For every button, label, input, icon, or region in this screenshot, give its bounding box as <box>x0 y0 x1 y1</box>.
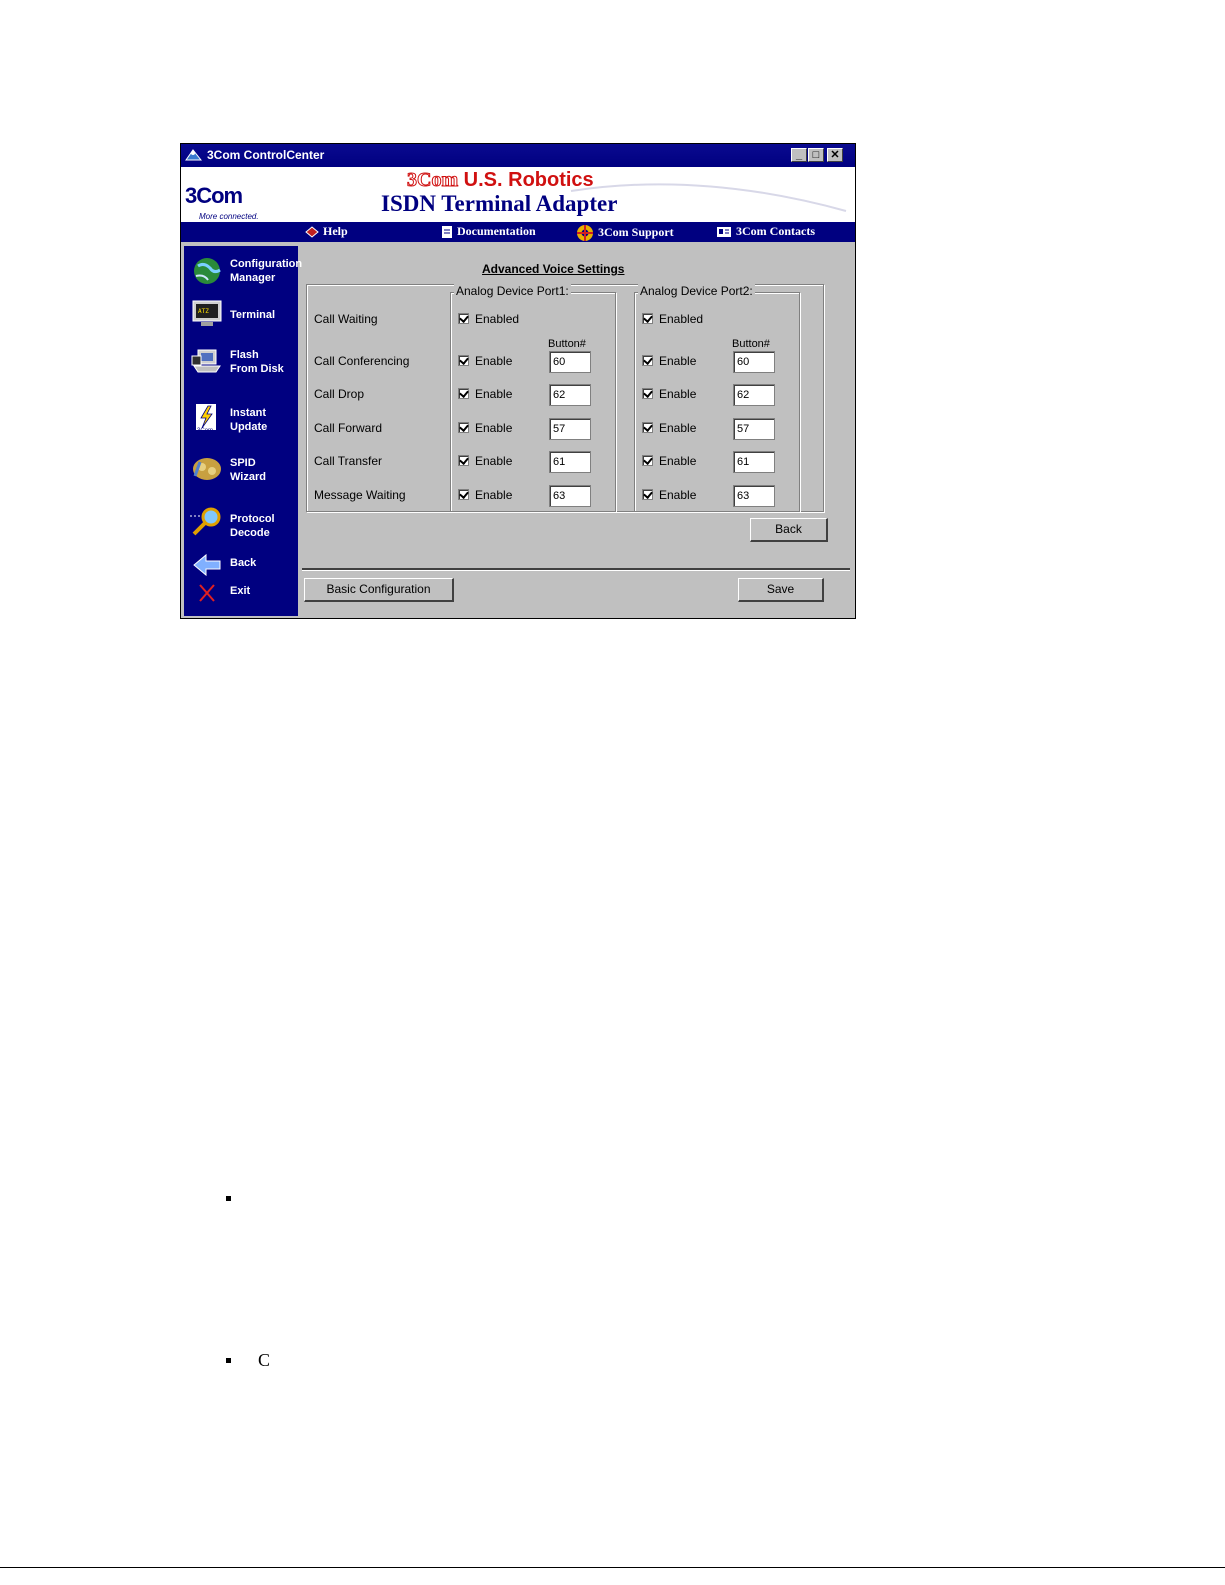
label-line2: Decode <box>230 527 270 539</box>
port2-message-waiting-check-label: Enable <box>659 488 697 502</box>
port2-legend: Analog Device Port2: <box>640 284 753 298</box>
sidebar-item-label <box>230 257 302 285</box>
top-toolbar <box>181 222 855 242</box>
support-link[interactable] <box>576 224 674 242</box>
port2-call-transfer-checkbox[interactable] <box>642 455 653 466</box>
label-line2: Wizard <box>230 471 266 483</box>
port1-call-transfer-check-label: Enable <box>475 454 513 468</box>
logo-word: 3Com <box>185 183 243 208</box>
port2-call-conferencing-check-label: Enable <box>659 354 697 368</box>
sidebar-item-back[interactable] <box>184 548 298 576</box>
port2-call-conferencing-checkbox[interactable] <box>642 355 653 366</box>
label-line2: Update <box>230 421 268 433</box>
sidebar-item-label: Exit <box>230 585 251 597</box>
advanced-voice-settings-panel <box>302 246 850 616</box>
documentation-link[interactable] <box>441 224 536 239</box>
port2-call-waiting-checkbox[interactable] <box>642 313 653 324</box>
lifebuoy-icon <box>576 224 594 242</box>
page-footer-rule <box>0 1567 1225 1568</box>
port2-call-forward-checkbox[interactable] <box>642 422 653 433</box>
sidebar-item-terminal[interactable] <box>184 294 298 338</box>
save-button[interactable]: Save <box>738 578 824 602</box>
port1-call-forward-checkbox[interactable] <box>458 422 469 433</box>
port1-call-transfer-button-input[interactable]: 61 <box>549 451 591 473</box>
port1-message-waiting-button-input[interactable]: 63 <box>549 485 591 507</box>
basic-configuration-button[interactable]: Basic Configuration <box>304 578 454 602</box>
label-line1: Protocol <box>230 513 275 525</box>
port1-call-drop-check-label: Enable <box>475 387 513 401</box>
port1-call-transfer-checkbox[interactable] <box>458 455 469 466</box>
minimize-button[interactable]: _ <box>791 148 807 162</box>
sidebar-item-protocol-decode[interactable] <box>184 502 298 546</box>
sidebar-item-label: Terminal <box>230 309 276 321</box>
brand-prefix: 3Com <box>407 169 459 191</box>
brand-label: U.S. Robotics <box>463 169 594 191</box>
sidebar-item-label <box>230 456 266 484</box>
port1-message-waiting-checkbox[interactable] <box>458 489 469 500</box>
port1-call-conferencing-check-label: Enable <box>475 354 513 368</box>
sidebar-item-label <box>230 406 267 434</box>
port1-call-forward-check-label: Enable <box>475 421 513 435</box>
contacts-link[interactable] <box>716 224 815 239</box>
port2-call-drop-checkbox[interactable] <box>642 388 653 399</box>
sidebar-item-label <box>230 348 284 376</box>
sidebar-item-label <box>230 512 275 540</box>
sidebar-item-instant-update[interactable] <box>184 398 298 442</box>
bullet-text-2: C <box>258 1350 271 1370</box>
port1-call-waiting-checkbox[interactable] <box>458 313 469 324</box>
port2-call-transfer-check-label: Enable <box>659 454 697 468</box>
port1-call-conferencing-checkbox[interactable] <box>458 355 469 366</box>
panel-title: Advanced Voice Settings <box>482 262 625 276</box>
close-button[interactable]: ✕ <box>827 148 843 162</box>
contacts-label: 3Com Contacts <box>736 224 815 238</box>
lightning-icon <box>190 402 224 434</box>
port2-message-waiting-checkbox[interactable] <box>642 489 653 500</box>
svg-text:3Com: 3Com <box>197 428 214 434</box>
document-icon <box>441 225 453 239</box>
row-label-call-forward: Call Forward <box>314 421 383 435</box>
row-label-call-waiting: Call Waiting <box>314 312 378 326</box>
port1-call-drop-button-input[interactable]: 62 <box>549 384 591 406</box>
contact-card-icon <box>716 226 732 238</box>
product-title: ISDN Terminal Adapter <box>381 191 618 216</box>
label-line1: Configuration <box>230 258 303 270</box>
bullet-marker-1 <box>226 1196 231 1201</box>
app-icon <box>185 147 202 162</box>
port1-call-waiting-check-label: Enabled <box>475 312 520 326</box>
port2-call-forward-button-input[interactable]: 57 <box>733 418 775 440</box>
port1-legend: Analog Device Port1: <box>456 284 569 298</box>
label-line1: SPID <box>230 457 256 469</box>
port2-call-drop-check-label: Enable <box>659 387 697 401</box>
bullet-marker-2 <box>226 1358 231 1363</box>
label-line1: Instant <box>230 407 267 419</box>
documentation-label: Documentation <box>457 224 536 238</box>
maximize-button[interactable]: □ <box>808 148 824 162</box>
row-label-call-drop: Call Drop <box>314 387 365 401</box>
port2-call-conferencing-button-input[interactable]: 60 <box>733 351 775 373</box>
row-label-message-waiting: Message Waiting <box>314 488 406 502</box>
back-arrow-icon <box>190 552 224 578</box>
3com-logo <box>185 183 259 221</box>
sidebar-item-configuration-manager[interactable] <box>184 250 303 294</box>
banner <box>181 167 855 222</box>
port2-button-header: Button# <box>732 338 770 350</box>
port2-call-waiting-check-label: Enabled <box>659 312 704 326</box>
banner-swoosh <box>561 171 851 219</box>
sidebar-item-exit[interactable] <box>184 578 298 606</box>
port2-message-waiting-button-input[interactable]: 63 <box>733 485 775 507</box>
exit-x-icon <box>190 582 224 604</box>
sidebar-item-flash-from-disk[interactable] <box>184 340 298 384</box>
globe-icon <box>190 254 224 286</box>
label-line2: Manager <box>230 272 276 284</box>
support-label: 3Com Support <box>598 224 674 239</box>
row-label-call-conferencing: Call Conferencing <box>314 354 410 368</box>
port1-call-forward-button-input[interactable]: 57 <box>549 418 591 440</box>
sidebar-item-label: Back <box>230 557 257 569</box>
port2-call-drop-button-input[interactable]: 62 <box>733 384 775 406</box>
row-label-call-transfer: Call Transfer <box>314 454 383 468</box>
label-line1: Flash <box>230 349 259 361</box>
svg-text:ATZ: ATZ <box>198 308 209 315</box>
help-book-icon <box>305 226 319 238</box>
port2-call-forward-check-label: Enable <box>659 421 697 435</box>
port1-button-header: Button# <box>548 338 586 350</box>
port2-call-transfer-button-input[interactable]: 61 <box>733 451 775 473</box>
port1-message-waiting-check-label: Enable <box>475 488 513 502</box>
wizard-icon <box>190 452 224 484</box>
sidebar-item-spid-wizard[interactable] <box>184 448 298 492</box>
title-bar[interactable] <box>181 144 855 167</box>
footer-divider <box>302 568 850 571</box>
port1-call-conferencing-button-input[interactable]: 60 <box>549 351 591 373</box>
help-label: Help <box>323 224 348 238</box>
magnifier-icon <box>190 506 224 538</box>
window-title: 3Com ControlCenter <box>207 148 325 162</box>
help-link[interactable] <box>305 224 348 239</box>
control-center-window <box>180 143 856 619</box>
computer-disk-icon <box>190 344 224 376</box>
monitor-icon <box>190 298 224 330</box>
logo-tagline: More connected. <box>199 212 259 221</box>
sidebar <box>184 246 303 616</box>
back-button[interactable]: Back <box>750 518 828 542</box>
port1-call-drop-checkbox[interactable] <box>458 388 469 399</box>
label-line2: From Disk <box>230 363 284 375</box>
